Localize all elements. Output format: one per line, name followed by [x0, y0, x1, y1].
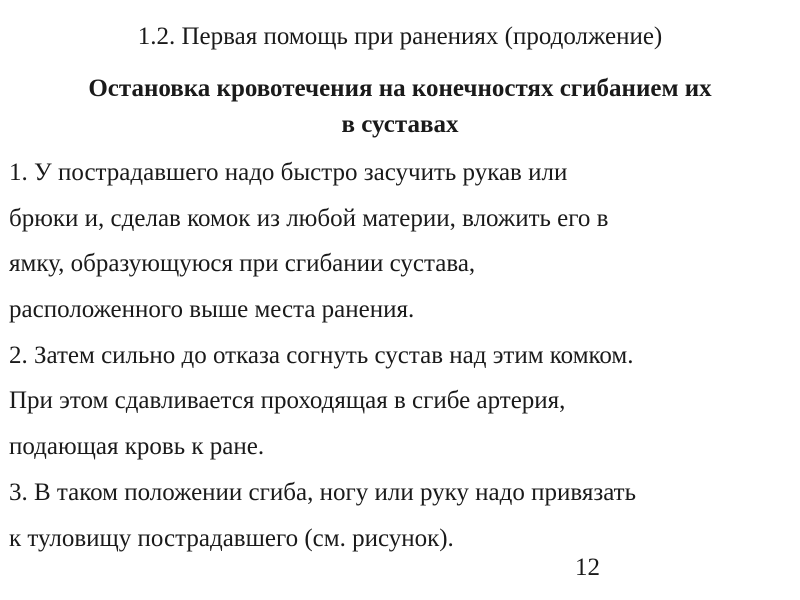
slide-title: 1.2. Первая помощь при ранениях (продолжение) — [137, 23, 663, 50]
instructions-text — [9, 150, 799, 561]
section-subtitle — [0, 71, 800, 143]
body-line: брюки и, сделав комок из любой материи, вложить его в — [9, 204, 609, 232]
body-line: 3. В таком положении сгиба, ногу или руку надо привязать — [9, 478, 637, 506]
subtitle-line: Остановка кровотечения на конечностях сгибанием их — [88, 75, 712, 102]
body-line: расположенного выше места ранения. — [9, 296, 415, 324]
page-number: 12 — [575, 554, 600, 581]
body-line: 2. Затем сильно до отказа согнуть сустав над этим комком. — [9, 341, 634, 369]
body-line: подающая кровь к ране. — [9, 433, 265, 461]
body-line: 1. У пострадавшего надо быстро засучить рукав или — [9, 159, 568, 186]
body-line: ямку, образующуюся при сгибании сустава, — [9, 250, 476, 278]
subtitle-line: в суставах — [341, 111, 459, 138]
body-line: При этом сдавливается проходящая в сгибе артерия, — [9, 387, 566, 415]
body-line: к туловищу пострадавшего (см. рисунок). — [9, 524, 454, 552]
